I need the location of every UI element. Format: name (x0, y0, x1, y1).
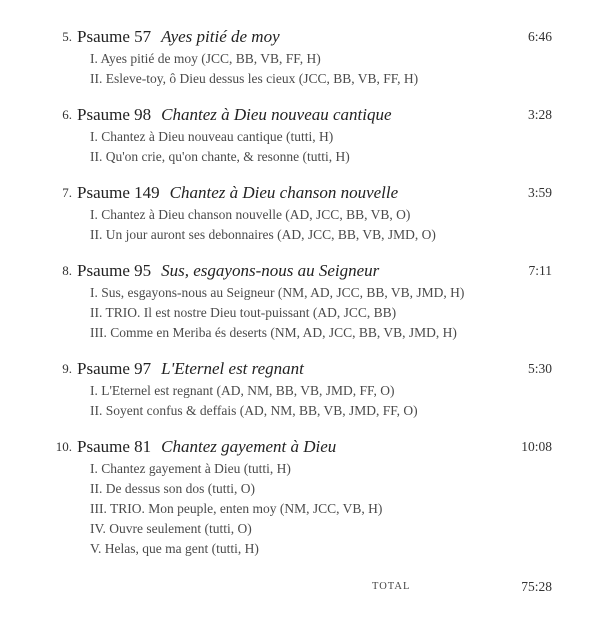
psalm-incipit: Chantez à Dieu chanson nouvelle (169, 183, 399, 202)
track-number: 10. (55, 439, 72, 454)
psalm-incipit: Sus, esgayons-nous au Seigneur (161, 261, 380, 280)
movement-item: III. Comme en Meriba és deserts (NM, AD, JCC, BB, VB, JMD, H) (90, 325, 457, 340)
psalm-name: Psaume 97 (77, 359, 152, 378)
track-duration: 3:59 (527, 185, 552, 200)
track-duration: 10:08 (521, 439, 552, 454)
track-duration: 7:11 (528, 263, 552, 278)
movement-item: I. Chantez à Dieu nouveau cantique (tutti, H) (90, 129, 334, 144)
psalm-incipit: Chantez à Dieu nouveau cantique (161, 105, 392, 124)
track-heading (0, 435, 600, 459)
track-title (77, 357, 304, 381)
track-heading (0, 357, 600, 381)
track-item (0, 435, 600, 559)
track-heading (0, 25, 600, 49)
track-list (0, 25, 600, 573)
movement-item: II. TRIO. Il est nostre Dieu tout-puissant (AD, JCC, BB) (90, 305, 397, 320)
track-duration: 5:30 (527, 361, 552, 376)
psalm-name: Psaume 81 (77, 437, 152, 456)
movement-item: III. TRIO. Mon peuple, enten moy (NM, JCC, VB, H) (90, 501, 383, 516)
psalm-name: Psaume 57 (77, 27, 152, 46)
total-label: TOTAL (372, 581, 411, 592)
track-title (77, 435, 336, 459)
track-title (77, 181, 398, 205)
track-number: 9. (62, 361, 72, 376)
movement-item: II. Qu'on crie, qu'on chante, & resonne (tutti, H) (90, 149, 350, 164)
movement-item: II. Esleve-toy, ô Dieu dessus les cieux (JCC, BB, VB, FF, H) (90, 71, 419, 86)
track-heading (0, 259, 600, 283)
movement-item: I. L'Eternel est regnant (AD, NM, BB, VB, JMD, FF, O) (90, 383, 395, 398)
total-row (0, 577, 600, 597)
track-number: 5. (62, 29, 72, 44)
track-title (77, 25, 280, 49)
movement-item: II. De dessus son dos (tutti, O) (90, 481, 255, 496)
track-title (77, 259, 379, 283)
movement-item: I. Ayes pitié de moy (JCC, BB, VB, FF, H) (90, 51, 321, 66)
track-item (0, 25, 600, 89)
movement-item: I. Sus, esgayons-nous au Seigneur (NM, AD, JCC, BB, VB, JMD, H) (90, 285, 465, 300)
psalm-name: Psaume 98 (77, 105, 152, 124)
track-number: 7. (62, 185, 72, 200)
movement-item: I. Chantez gayement à Dieu (tutti, H) (90, 461, 291, 476)
track-item (0, 103, 600, 167)
movement-item: IV. Ouvre seulement (tutti, O) (90, 521, 252, 536)
psalm-name: Psaume 149 (77, 183, 160, 202)
movement-item: V. Helas, que ma gent (tutti, H) (90, 541, 259, 556)
psalm-incipit: Chantez gayement à Dieu (161, 437, 337, 456)
total-time: 75:28 (521, 579, 552, 594)
movement-item: II. Soyent confus & deffais (AD, NM, BB, VB, JMD, FF, O) (90, 403, 418, 418)
track-number: 8. (62, 263, 72, 278)
psalm-incipit: Ayes pitié de moy (161, 27, 280, 46)
track-duration: 3:28 (527, 107, 552, 122)
track-item (0, 181, 600, 245)
track-number: 6. (62, 107, 72, 122)
psalm-incipit: L'Eternel est regnant (161, 359, 304, 378)
track-heading (0, 103, 600, 127)
track-item (0, 259, 600, 343)
psalm-name: Psaume 95 (77, 261, 152, 280)
track-title (77, 103, 392, 127)
movement-item: I. Chantez à Dieu chanson nouvelle (AD, JCC, BB, VB, O) (90, 207, 411, 222)
track-heading (0, 181, 600, 205)
track-duration: 6:46 (527, 29, 552, 44)
movement-item: II. Un jour auront ses debonnaires (AD, JCC, BB, VB, JMD, O) (90, 227, 436, 242)
track-item (0, 357, 600, 421)
